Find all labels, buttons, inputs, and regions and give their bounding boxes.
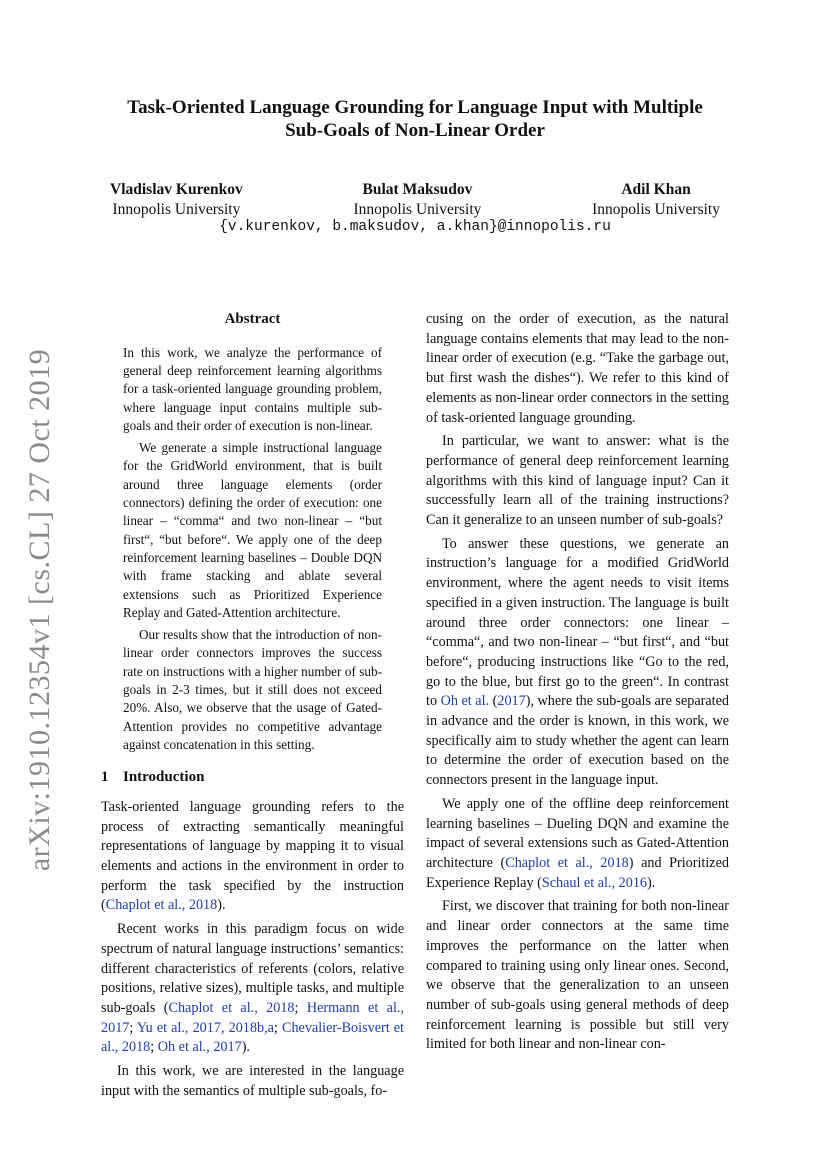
paragraph-text: ( (489, 693, 498, 710)
abstract (123, 344, 382, 755)
body-paragraph: First, we discover that training for both non-linear and linear order connectors at the same time improves the performance on the latter when compared to training using only linear ones. Second, we observe that the generalization to an unseen number of sub-goals using general methods of deep reinforcement learning is possible but still very limited for both linear and non-linear con- (426, 898, 729, 1053)
citation-link[interactable]: Yu et al., 2017, 2018b,a (136, 1019, 274, 1036)
citation-link[interactable]: 2017 (497, 693, 526, 710)
paragraph-text: Task-oriented language grounding refers to the process of extracting semantically meaningful representations of language by mapping it to visual elements and actions in the environment in order to perform the task specified by the instruction ( (101, 798, 404, 914)
paragraph-text: ; (273, 1019, 282, 1036)
abstract-paragraph: We generate a simple instructional language for the GridWorld environment, that is built around three language elements (order connectors) defining the order of execution: one linear – “comma“ and two non-linear – “but first“, “but before“. We apply one of the deep reinforcement learning baselines – Double DQN with frame stacking and ablate several extensions such as Prioritized Experience Replay and Gated-Attention architecture. (123, 440, 382, 620)
paper-title-line-2: Sub-Goals of Non-Linear Order (285, 120, 545, 141)
citation-link[interactable]: Schaul et al., 2016 (541, 874, 648, 891)
abstract-heading: Abstract (224, 311, 281, 327)
citation-link[interactable]: Chevalier-Boisvert et al., 2018 (101, 1019, 404, 1056)
author-3 (592, 180, 720, 220)
paper-title-line-1: Task-Oriented Language Grounding for Language Input with Multiple (127, 97, 703, 118)
citation-link[interactable]: Oh et al., 2017 (157, 1039, 242, 1056)
paragraph-text: ) and Prioritized Experience Replay ( (426, 854, 729, 891)
abstract-paragraph: In this work, we analyze the performance of general deep reinforcement learning algorithms for a task-oriented language grounding problem, where language input contains multiple sub-goals and their order of execution is non-linear. (123, 344, 382, 433)
paragraph-text: ), where the sub-goals are separated in advance and the order is known, in this work, we specifically aim to study whether the agent can learn to determine the order of execution based on the connectors present in the language input. (426, 693, 729, 789)
author-list (110, 180, 720, 220)
paper-title (100, 96, 730, 142)
citation-link[interactable]: Chaplot et al., 2018 (168, 999, 295, 1016)
body-paragraph (426, 535, 729, 791)
paragraph-text: ; (294, 999, 307, 1016)
arxiv-identifier (20, 348, 60, 872)
section-title: Introduction (123, 769, 205, 786)
author-affiliation: Innopolis University (112, 201, 241, 218)
section-number: 1 (101, 769, 109, 786)
paragraph-text: We apply one of the offline deep reinforcement learning baselines – Dueling DQN and examine the impact of several extensions such as Gated-Attention architecture ( (426, 795, 729, 871)
paragraph-text: ). (241, 1039, 250, 1056)
author-name: Bulat Maksudov (362, 181, 473, 198)
author-name: Vladislav Kurenkov (110, 181, 243, 198)
author-name: Adil Khan (621, 181, 691, 198)
body-paragraph (101, 920, 404, 1058)
citation-link[interactable]: Hermann et al., 2017 (101, 999, 404, 1036)
paragraph-text: To answer these questions, we generate an instruction’s language for a modified GridWorld environment, where the agent needs to visit items specified in a given instruction. The language is built around three order connectors: one linear – “comma“, and two non-linear – “but first“, and “but before“, producing instructions like “Go to the red, go to the blue, but first go to the green“. In contrast to (426, 535, 729, 710)
body-paragraph (101, 798, 404, 916)
body-paragraph: In this work, we are interested in the language input with the semantics of multiple sub-goals, fo- (101, 1063, 404, 1099)
body-paragraph (426, 795, 729, 894)
citation-link[interactable]: Chaplot et al., 2018 (105, 897, 218, 914)
author-1 (110, 180, 243, 220)
author-affiliation: Innopolis University (353, 201, 482, 218)
author-affiliation: Innopolis University (592, 201, 720, 218)
abstract-paragraph: Our results show that the introduction of non-linear order connectors improves the success rate on instructions with a higher number of sub-goals in 2-3 times, but it still does not exceed 20%. Also, we observe that the usage of Gated-Attention provides no competitive advantage against concatenation in this setting. (123, 627, 382, 752)
paragraph-text: Recent works in this paradigm focus on wide spectrum of natural language instructions’ semantics: different characteristics of referents (colors, relative positions, relative sizes), multiple tasks, and multiple sub-goals ( (101, 921, 404, 1016)
author-emails: {v.kurenkov, b.maksudov, a.khan}@innopolis.ru (219, 219, 611, 235)
paragraph-text: ; (150, 1039, 158, 1056)
section-heading-introduction (101, 768, 404, 788)
citation-link[interactable]: Chaplot et al., 2018 (505, 854, 629, 871)
arxiv-identifier-text: arXiv:1910.12354v1 [cs.CL] 27 Oct 2019 (23, 348, 57, 872)
paragraph-text: ). (647, 874, 656, 891)
paragraph-text: ; (129, 1019, 137, 1036)
left-column (101, 310, 404, 1101)
citation-link[interactable]: Oh et al. (440, 693, 490, 710)
right-column (426, 310, 729, 1055)
body-paragraph: In particular, we want to answer: what is the performance of general deep reinforcement learning algorithms with this kind of language input? Can it successfully learn all of the training instructions? Can it generalize to an unseen number of sub-goals? (426, 433, 729, 529)
author-2 (354, 180, 482, 220)
body-paragraph: cusing on the order of execution, as the natural language contains elements that may lead to the non-linear order of execution (e.g. “Take the garbage out, but first wash the dishes“). We refer to this kind of elements as non-linear order connectors in the setting of task-oriented language grounding. (426, 311, 729, 426)
paragraph-text: ). (217, 897, 226, 914)
